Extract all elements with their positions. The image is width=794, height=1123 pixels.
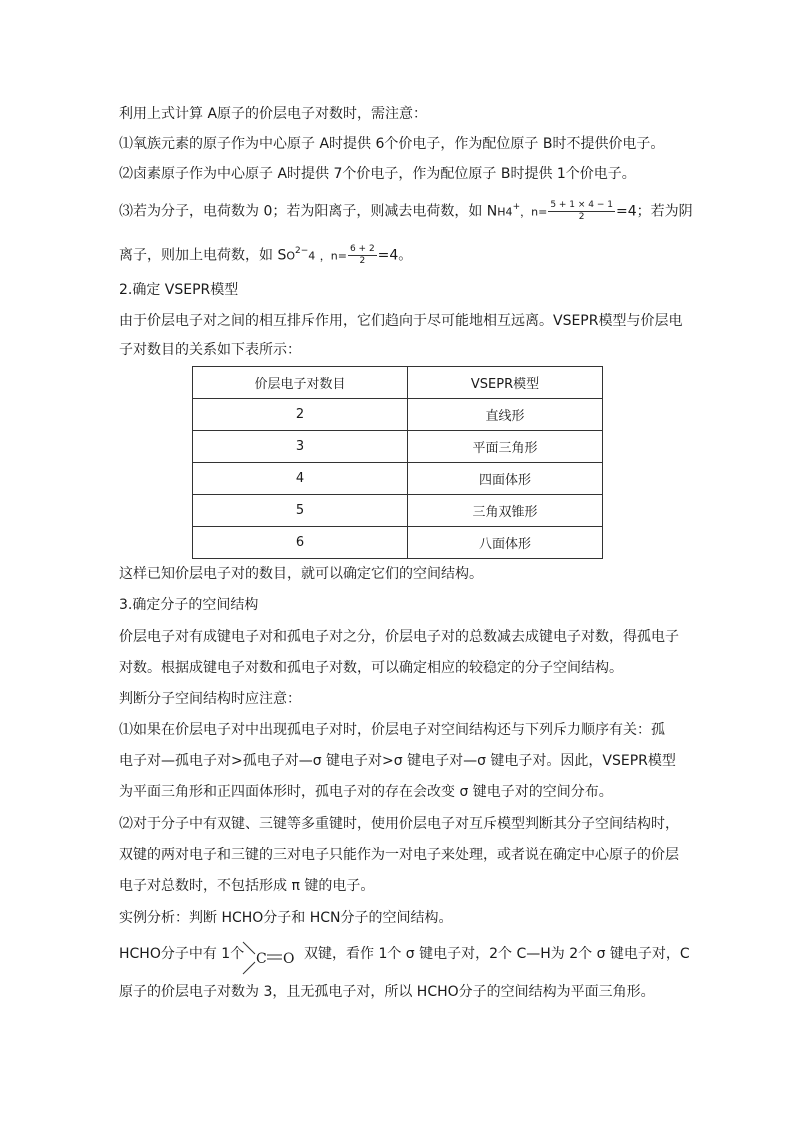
fraction-so4: [348, 244, 377, 267]
table-cell: 直线形: [408, 399, 603, 431]
table-row: [193, 431, 603, 463]
rule-2-line-2: 双键的两对电子和三键的三对电子只能作为一对电子来处理，或者说在确定中心原子的价层: [119, 847, 679, 863]
n-equals-2: ，n=: [319, 249, 347, 263]
table-row: [193, 463, 603, 495]
nh4-charge: +: [512, 201, 521, 212]
note-3-text: ⑶若为分子，电荷数为 0；若为阳离子，则减去电荷数，如 N: [119, 203, 498, 220]
so4-charge: 2−: [295, 245, 309, 256]
example-line-1-end: 双键，看作 1个 σ 键电子对，2个 C—H为 2个 σ 键电子对，C: [304, 946, 690, 962]
table-cell: 三角双锥形: [408, 495, 603, 527]
table-cell: 4: [193, 463, 408, 495]
carbon-symbol: C: [256, 951, 267, 967]
table-cell: 四面体形: [408, 463, 603, 495]
fraction-nh4: [548, 200, 615, 223]
table-header: VSEPR模型: [408, 367, 603, 399]
section-heading-3: 3.确定分子的空间结构: [119, 597, 259, 613]
rule-2-line-1: ⑵对于分子中有双键、三键等多重键时，使用价层电子对互斥模型判断其分子空间结构时，: [119, 816, 679, 832]
paragraph-vsepr-1: 由于价层电子对之间的相互排斥作用，它们趋向于尽可能地相互远离。VSEPR模型与价层电: [119, 313, 683, 329]
note-1: ⑴氧族元素的原子作为中心原子 A时提供 6个价电子，作为配位原子 B时不提供价电子。: [119, 136, 665, 152]
carbonyl-structure: [240, 940, 300, 976]
table-cell: 八面体形: [408, 527, 603, 559]
paragraph-structure-2: 对数。根据成键电子对数和孤电子对数，可以确定相应的较稳定的分子空间结构。: [119, 660, 623, 676]
table-row: [193, 399, 603, 431]
table-cell: 平面三角形: [408, 431, 603, 463]
so4-o: O: [286, 249, 296, 263]
note-3b-text: 离子，则加上电荷数，如 S: [119, 247, 287, 264]
section-heading-2: 2.确定 VSEPR模型: [119, 282, 239, 298]
rule-2-line-3: 电子对总数时，不包括形成 π 键的电子。: [119, 878, 375, 894]
rule-1-line-2: 电子对—孤电子对>孤电子对—σ 键电子对>σ 键电子对—σ 键电子对。因此，VSEPR模型: [119, 753, 676, 769]
n-equals: ，n=: [520, 205, 548, 219]
note-3-continued: [119, 244, 412, 268]
table-row: [193, 527, 603, 559]
paragraph-summary: 这样已知价层电子对的数目，就可以确定它们的空间结构。: [119, 566, 483, 582]
nh4-h4: H4: [497, 205, 513, 219]
oxygen-symbol: O: [283, 951, 295, 967]
note-2: ⑵卤素原子作为中心原子 A时提供 7个价电子，作为配位原子 B时提供 1个价电子。: [119, 166, 636, 182]
table-cell: 3: [193, 431, 408, 463]
vsepr-table: [192, 366, 603, 559]
table-cell: 5: [193, 495, 408, 527]
example-line-2: 原子的价层电子对数为 3，且无孤电子对，所以 HCHO分子的空间结构为平面三角形。: [119, 984, 655, 1000]
rule-1-line-1: ⑴如果在价层电子对中出现孤电子对时，价层电子对空间结构还与下列斥力顺序有关：孤: [119, 722, 665, 738]
table-header: 价层电子对数目: [193, 367, 408, 399]
paragraph-vsepr-2: 子对数目的关系如下表所示：: [119, 342, 301, 358]
table-cell: 2: [193, 399, 408, 431]
fraction-denominator: 2: [578, 212, 585, 222]
fraction-numerator-2: 6 + 2: [349, 244, 375, 254]
rule-1-line-3: 为平面三角形和正四面体形时，孤电子对的存在会改变 σ 键电子对的空间分布。: [119, 784, 613, 800]
paragraph-intro: 利用上式计算 A原子的价层电子对数时，需注意：: [119, 106, 428, 122]
table-header-row: [193, 367, 603, 399]
so4-subscript: 4: [308, 249, 316, 263]
paragraph-structure-1: 价层电子对有成键电子对和孤电子对之分，价层电子对的总数减去成键电子对数，得孤电子: [119, 629, 679, 645]
paragraph-notice: 判断分子空间结构时应注意：: [119, 691, 301, 707]
example-heading: 实例分析：判断 HCHO分子和 HCN分子的空间结构。: [119, 910, 453, 926]
table-cell: 6: [193, 527, 408, 559]
note-3: [119, 200, 693, 224]
note-3b-tail: =4。: [377, 247, 413, 264]
example-line-1-start: HCHO分子中有 1个: [119, 946, 245, 962]
fraction-denominator-2: 2: [359, 256, 366, 266]
fraction-numerator: 5 + 1 × 4 − 1: [550, 200, 614, 210]
note-3-tail: =4；若为阴: [616, 203, 693, 220]
table-row: [193, 495, 603, 527]
